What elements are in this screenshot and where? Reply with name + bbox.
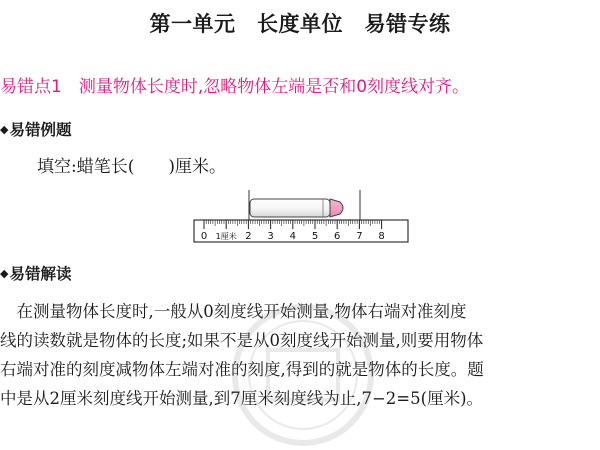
question-text: 填空:蜡笔长( )厘米。 <box>37 157 226 177</box>
analysis-line: 右端对准的刻度减物体左端对准的刻度,得到的就是物体的长度。题 <box>0 360 484 379</box>
error-point <box>0 72 469 97</box>
example-heading-label: 易错例题 <box>9 121 72 139</box>
ruler-tick-label: 8 <box>378 231 385 242</box>
ruler-tick-label: 1厘米 <box>215 232 237 241</box>
analysis-paragraph <box>0 297 600 413</box>
ruler-tick-label: 5 <box>311 231 319 242</box>
ruler-tick-label: 7 <box>356 231 363 242</box>
analysis-line: 在测量物体长度时,一般从0刻度线开始测量,物体右端对准刻度 <box>0 302 467 321</box>
error-point-label: 易错点1 <box>0 77 62 97</box>
crayon <box>250 199 343 217</box>
analysis-heading <box>0 262 71 284</box>
example-heading <box>0 118 71 140</box>
diamond-bullet-icon: ◆ <box>0 123 9 136</box>
page-title: 第一单元 长度单位 易错专练 <box>149 12 451 36</box>
analysis-line: 线的读数就是物体的长度;如果不是从0刻度线开始测量,则要用物体 <box>0 331 484 350</box>
ruler-figure <box>192 190 412 246</box>
diamond-bullet-icon: ◆ <box>0 267 9 280</box>
analysis-heading-label: 易错解读 <box>9 265 72 283</box>
ruler-tick-label: 6 <box>334 231 341 242</box>
ruler-tick-label: 2 <box>245 231 252 242</box>
ruler-tick-label: 0 <box>200 231 208 242</box>
error-point-text: 测量物体长度时,忽略物体左端是否和0刻度线对齐。 <box>78 77 470 97</box>
analysis-line: 中是从2厘米刻度线开始测量,到7厘米刻度线为止,7−2=5(厘米)。 <box>0 389 484 408</box>
ruler-tick-label: 3 <box>267 231 274 242</box>
ruler <box>194 220 408 242</box>
ruler-svg <box>192 190 412 246</box>
ruler-tick-label: 4 <box>289 231 296 242</box>
